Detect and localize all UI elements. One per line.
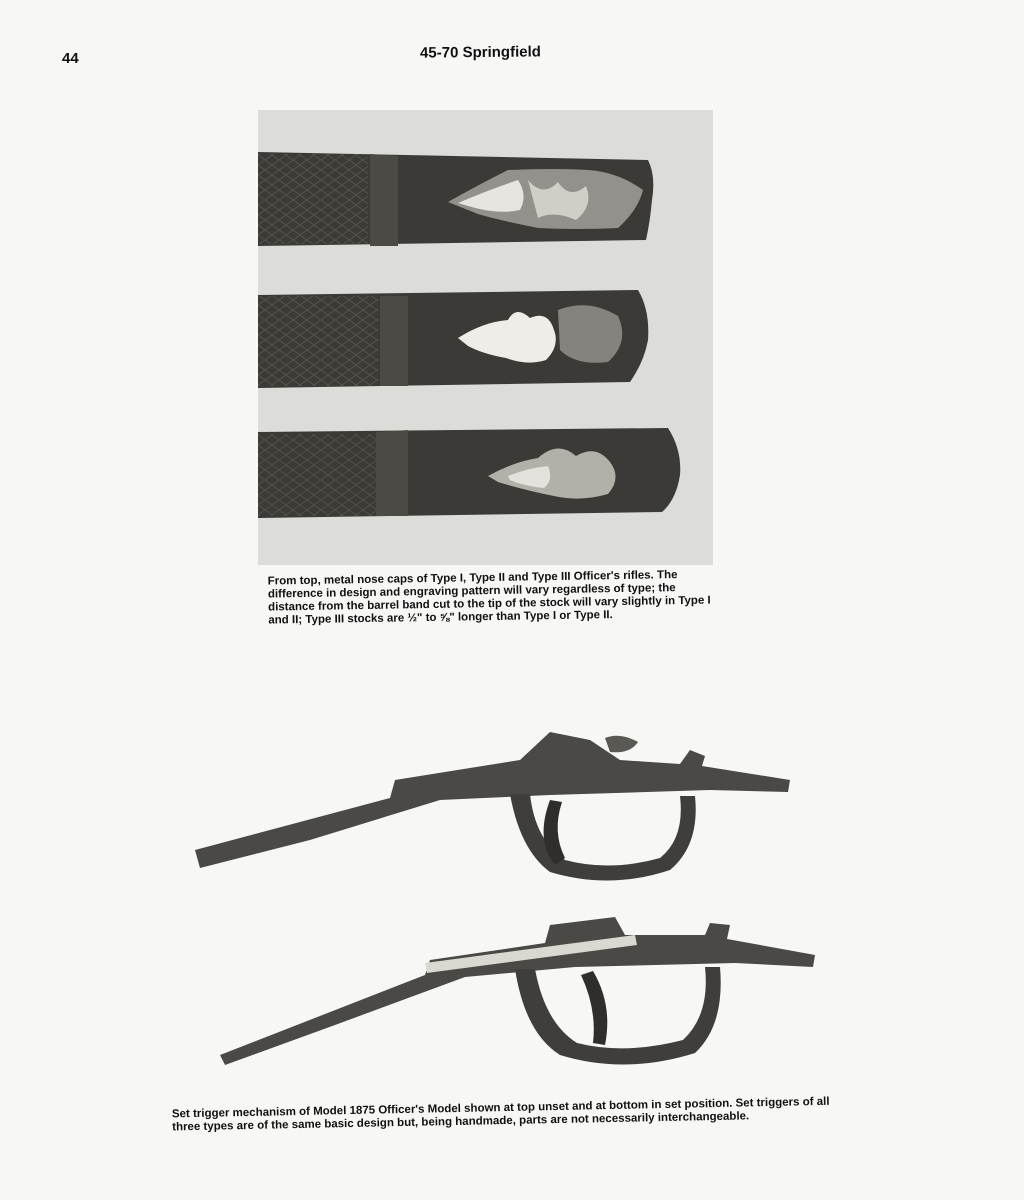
nose-cap-type-1 (258, 152, 653, 246)
nose-caps-caption: From top, metal nose caps of Type I, Type II and Type III Officer's rifles. The difference in design and engraving pattern will vary regardless of type; the distance from the barrel band cut to the tip of the stock will vary slightly in Type I and II; Type III stocks are ½" to ⅝" longer than Type I or Type II. (267, 569, 711, 627)
trigger-set-photo (215, 905, 825, 1080)
nose-caps-photo (258, 110, 713, 565)
trigger-unset-photo (190, 720, 800, 895)
page-number: 44 (62, 50, 79, 67)
nose-cap-type-2 (258, 290, 648, 388)
running-head: 45-70 Springfield (419, 43, 541, 62)
trigger-caption: Set trigger mechanism of Model 1875 Officer's Model shown at top unset and at bottom in set position. Set triggers of all three types are of the same basic design but, being handmade, parts are not necessarily interchangeable. (171, 1095, 830, 1134)
nose-cap-type-3 (258, 428, 680, 518)
